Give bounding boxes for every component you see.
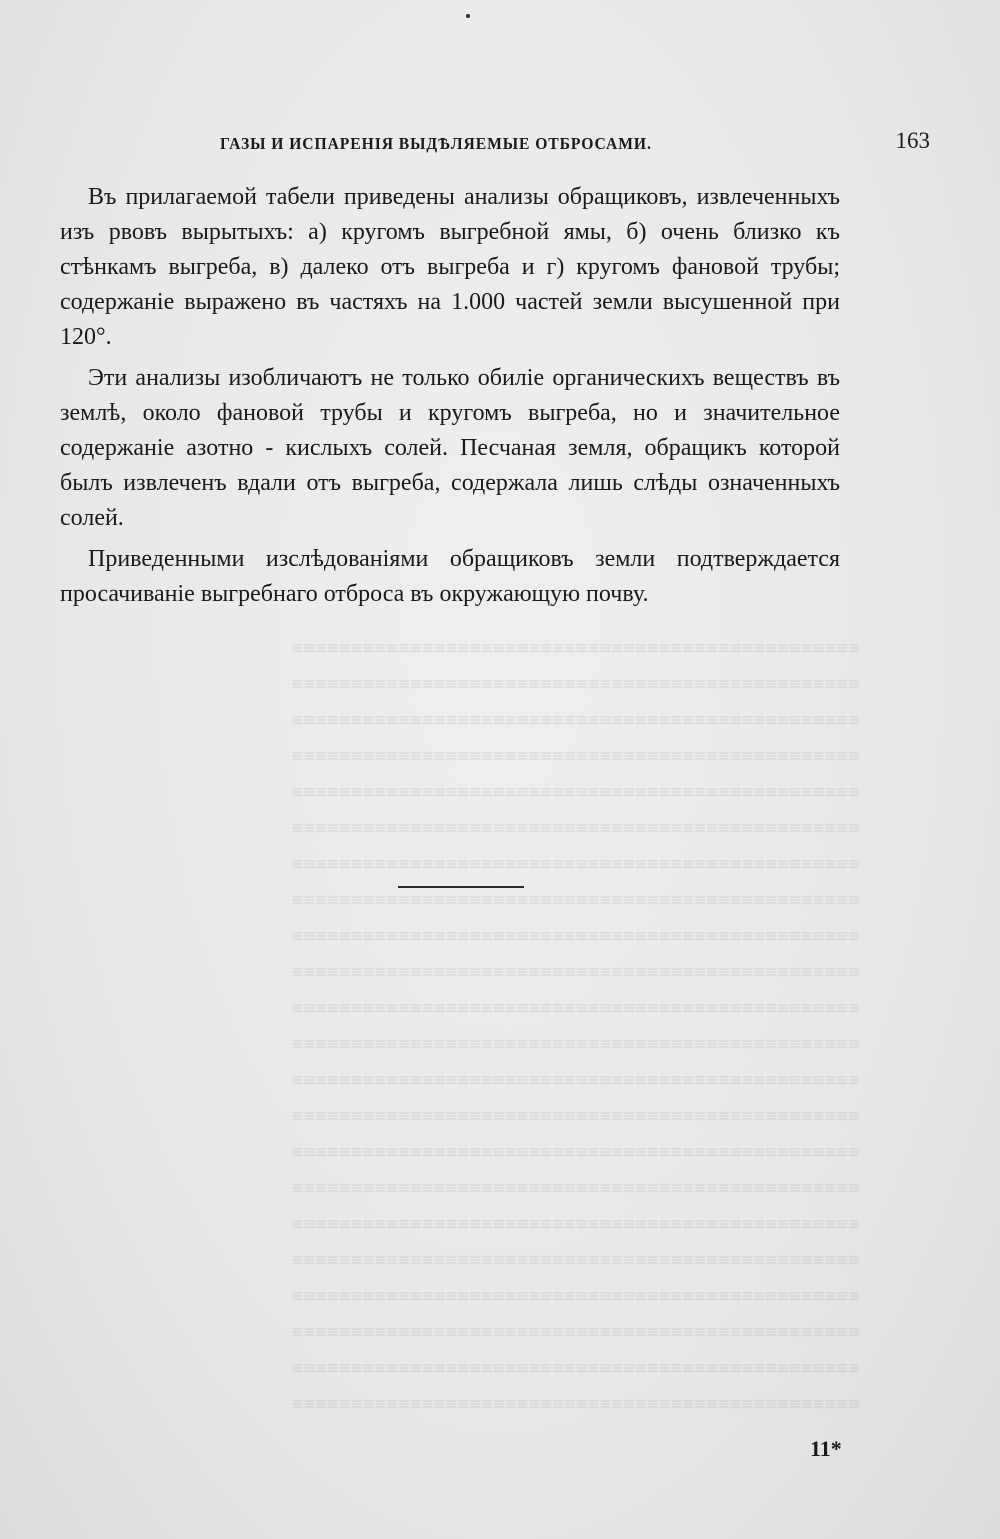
paragraph: Эти анализы изобличаютъ не только обиліе органическихъ веществъ въ землѣ, около фановой трубы и кругомъ выгреба, но и значительное содержаніе азотно - кислыхъ солей. Песчаная земля, обращикъ которой былъ извлеченъ вдали отъ выгреба, содержала лишь слѣды означенныхъ солей. xyxy=(60,365,840,531)
paragraph: Въ прилагаемой табели приведены анализы обращиковъ, извлеченныхъ изъ рвовъ вырытыхъ: а) кругомъ выгребной ямы, б) очень близко къ стѣнкамъ выгреба, в) далеко отъ выгреба и г) кругомъ фановой трубы; содержаніе выражено въ частяхъ на 1.000 частей земли высушенной при 120°. xyxy=(60,184,840,350)
paragraph: Приведенными изслѣдованіями обращиковъ земли подтверждается просачиваніе выгребнаго отброса въ окружающую почву. xyxy=(60,546,840,607)
body-text xyxy=(60,180,840,618)
section-divider xyxy=(398,886,524,888)
signature-mark: 11* xyxy=(810,1436,842,1461)
page-number: 163 xyxy=(895,128,930,153)
page-header xyxy=(60,128,940,160)
show-through-text: ≡≡≡≡≡≡≡≡≡≡≡≡≡≡≡≡≡≡≡≡≡≡≡≡≡≡≡≡≡≡≡≡≡≡≡≡≡≡≡≡≡≡≡≡≡≡≡≡ ≡≡≡≡≡≡≡≡≡≡≡≡≡≡≡≡≡≡≡≡≡≡≡≡≡≡≡≡≡≡≡≡≡≡≡≡≡≡≡≡≡≡≡≡≡≡≡≡ ≡≡≡≡≡≡≡≡≡≡≡≡≡≡≡≡≡≡≡≡≡≡≡≡≡≡≡≡≡≡≡≡≡≡≡≡≡≡≡≡≡≡≡≡≡≡≡≡ ≡≡≡≡≡≡≡≡≡≡≡≡≡≡≡≡≡≡≡≡≡≡≡≡≡≡≡≡≡≡≡≡≡≡≡≡≡≡≡≡≡≡≡≡≡≡≡≡ ≡≡≡≡≡≡≡≡≡≡≡≡≡≡≡≡≡≡≡≡≡≡≡≡≡≡≡≡≡≡≡≡≡≡≡≡≡≡≡≡≡≡≡≡≡≡≡≡ ≡≡≡≡≡≡≡≡≡≡≡≡≡≡≡≡≡≡≡≡≡≡≡≡≡≡≡≡≡≡≡≡≡≡≡≡≡≡≡≡≡≡≡≡≡≡≡≡ ≡≡≡≡≡≡≡≡≡≡≡≡≡≡≡≡≡≡≡≡≡≡≡≡≡≡≡≡≡≡≡≡≡≡≡≡≡≡≡≡≡≡≡≡≡≡≡≡ ≡≡≡≡≡≡≡≡≡≡≡≡≡≡≡≡≡≡≡≡≡≡≡≡≡≡≡≡≡≡≡≡≡≡≡≡≡≡≡≡≡≡≡≡≡≡≡≡ ≡≡≡≡≡≡≡≡≡≡≡≡≡≡≡≡≡≡≡≡≡≡≡≡≡≡≡≡≡≡≡≡≡≡≡≡≡≡≡≡≡≡≡≡≡≡≡≡ ≡≡≡≡≡≡≡≡≡≡≡≡≡≡≡≡≡≡≡≡≡≡≡≡≡≡≡≡≡≡≡≡≡≡≡≡≡≡≡≡≡≡≡≡≡≡≡≡ ≡≡≡≡≡≡≡≡≡≡≡≡≡≡≡≡≡≡≡≡≡≡≡≡≡≡≡≡≡≡≡≡≡≡≡≡≡≡≡≡≡≡≡≡≡≡≡≡ ≡≡≡≡≡≡≡≡≡≡≡≡≡≡≡≡≡≡≡≡≡≡≡≡≡≡≡≡≡≡≡≡≡≡≡≡≡≡≡≡≡≡≡≡≡≡≡≡ ≡≡≡≡≡≡≡≡≡≡≡≡≡≡≡≡≡≡≡≡≡≡≡≡≡≡≡≡≡≡≡≡≡≡≡≡≡≡≡≡≡≡≡≡≡≡≡≡ ≡≡≡≡≡≡≡≡≡≡≡≡≡≡≡≡≡≡≡≡≡≡≡≡≡≡≡≡≡≡≡≡≡≡≡≡≡≡≡≡≡≡≡≡≡≡≡≡ ≡≡≡≡≡≡≡≡≡≡≡≡≡≡≡≡≡≡≡≡≡≡≡≡≡≡≡≡≡≡≡≡≡≡≡≡≡≡≡≡≡≡≡≡≡≡≡≡ ≡≡≡≡≡≡≡≡≡≡≡≡≡≡≡≡≡≡≡≡≡≡≡≡≡≡≡≡≡≡≡≡≡≡≡≡≡≡≡≡≡≡≡≡≡≡≡≡ ≡≡≡≡≡≡≡≡≡≡≡≡≡≡≡≡≡≡≡≡≡≡≡≡≡≡≡≡≡≡≡≡≡≡≡≡≡≡≡≡≡≡≡≡≡≡≡≡ ≡≡≡≡≡≡≡≡≡≡≡≡≡≡≡≡≡≡≡≡≡≡≡≡≡≡≡≡≡≡≡≡≡≡≡≡≡≡≡≡≡≡≡≡≡≡≡≡ ≡≡≡≡≡≡≡≡≡≡≡≡≡≡≡≡≡≡≡≡≡≡≡≡≡≡≡≡≡≡≡≡≡≡≡≡≡≡≡≡≡≡≡≡≡≡≡≡ ≡≡≡≡≡≡≡≡≡≡≡≡≡≡≡≡≡≡≡≡≡≡≡≡≡≡≡≡≡≡≡≡≡≡≡≡≡≡≡≡≡≡≡≡≡≡≡≡ ≡≡≡≡≡≡≡≡≡≡≡≡≡≡≡≡≡≡≡≡≡≡≡≡≡≡≡≡≡≡≡≡≡≡≡≡≡≡≡≡≡≡≡≡≡≡≡≡ ≡≡≡≡≡≡≡≡≡≡≡≡≡≡≡≡≡≡≡≡≡≡≡≡≡≡≡≡≡≡≡≡≡≡≡≡≡≡≡≡≡≡≡≡≡≡≡≡ xyxy=(291,636,860,1416)
running-head: ГАЗЫ И ИСПАРЕНІЯ ВЫДѢЛЯЕМЫЕ ОТБРОСАМИ. xyxy=(220,134,652,153)
ink-speck xyxy=(466,14,470,18)
